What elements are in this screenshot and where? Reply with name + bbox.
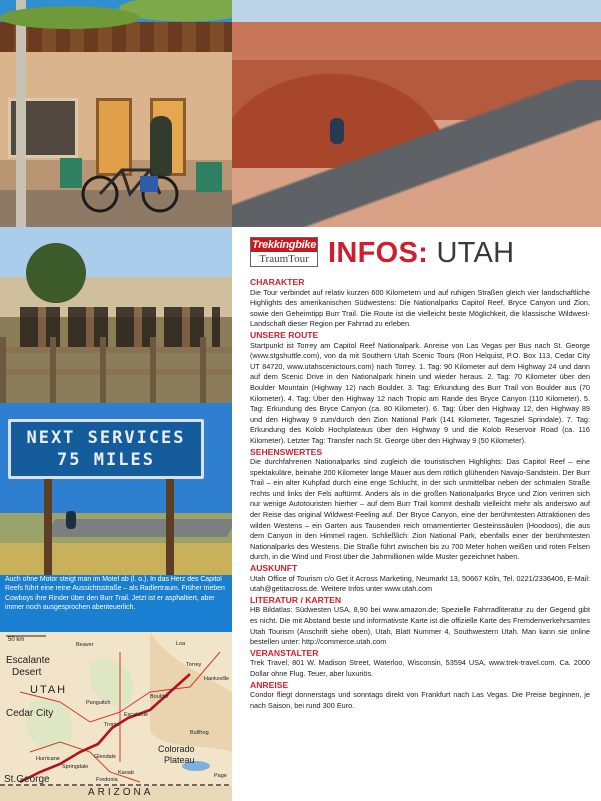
sign-post xyxy=(44,479,52,575)
map-town: Glendale xyxy=(94,754,117,760)
section-body: Trek Travel, 801 W. Madison Street, Waterloo, Wisconsin, 53594 USA, www.trek-travel.com. Ca. 2000 Dollar ohne Flug. Teuer, aber luxuriös. xyxy=(250,658,590,678)
map-region: Desert xyxy=(12,667,42,678)
map-region: Colorado xyxy=(158,744,195,754)
section-auskunft xyxy=(250,563,590,595)
section-heading: ANREISE xyxy=(250,679,289,690)
photo-caption-box xyxy=(0,575,232,632)
section-body: Startpunkt ist Torrey am Capitol Reef Nationalpark. Anreise von Las Vegas per Bus nach St. George (www.stgshuttle.com), von da mit Southern Utah Scenic Tours (Ron Helquist, P.O. Box 113, Cedar City UT 84720, www.utahscenictours.com) nach Torrey. 1. Tag: 90 Kilometer auf dem Highway 24 und dann auf dem Scenic Drive in den Nationalpark hinein und wieder heraus. 2. Tag: 70 Kilometer über den Boulder Mountain (Highway 12) nach Boulder. 3. Tag: Erkundung des Burr Trail von Boulder aus (70 Kilometer). 4. Tag: Über den Highway 12 nach Tropic am Rande des Bryce Canyon (110 Kilometer). 5. Tag: Erkundung des Bryce Canyon (ca. 80 Kilometer). 6. Tag: Über den Highway 12, den Highway 89 und den Highway 9 zum/durch den Zion National Park (141 Kilometer, Tagesziel Sprindale). 7. Tag: Erkundung des Kolob Hochplateaus über den Highway 9 und die Kolob Reservoir Road (ca. 116 Kilometer). Letzter Tag: Transfer nach St. George über den Highway 9 (50 Kilometer). xyxy=(250,340,590,445)
section-heading: LITERATUR / KARTEN xyxy=(250,594,342,605)
section-anreise xyxy=(250,680,590,712)
route-map xyxy=(0,632,232,801)
page-title-bold: INFOS: xyxy=(328,237,429,269)
section-heading: UNSERE ROUTE xyxy=(250,329,319,340)
section-heading: VERANSTALTER xyxy=(250,647,319,658)
section-body: Condor fliegt donnerstags und sonntags direkt von Frankfurt nach Las Vegas. Die Preise beginnen, je nach Saison, bei rund 300 Euro. xyxy=(250,690,590,710)
road-sign-photo xyxy=(0,403,232,575)
section-veranstalter xyxy=(250,648,590,680)
map-town: Fredonia xyxy=(96,777,118,783)
map-state: ARIZONA xyxy=(88,787,154,798)
road-sign xyxy=(8,419,204,479)
map-town: Bullfrog xyxy=(190,730,209,736)
map-city: Cedar City xyxy=(6,708,54,719)
map-state: UTAH xyxy=(30,684,68,696)
motel-photo xyxy=(0,0,232,227)
section-body: Die durchfahrenen Nationalparks sind zugleich die touristischen Highlights: Das Capitol Reef – eine spektakuläre, beinahe 200 Kilometer lange Mauer aus dem rötlich glühenden Navajo-Sandstein. Der Burr Trail – ein alter Kuhpfad durch eine enge Schlucht, in der sich unmittelbar neben der schmalen Straße rechts und links der Fels auftürmt. Anders als in die großen Nationalparks Bryce und Zion verirren sich nur wenige Autotouristen hierher – auf dem Burr Trail kommt deshalb vielleicht mehr als anderswo auf der Reise das original Wildwest-Feeling auf. Der Bryce Canyon, eine der berühmtesten Attraktionen des wilden Westens – ein Garten aus Tausenden reich ornamentierter Gesteinssäulen (Hoodoos), die aus dem Canyon in den Himmel ragen. Schließlich: Zion National Park, ebenfalls einer der berühmtesten Nationalparks des Westens. Die Straße führt zwischen bis zu 700 Meter hohen weißen und roten Felsen durch, in die Wind und Frost über die Jahrmillionen wilde Muster gezeichnet haben. xyxy=(250,457,590,562)
map-town: Beaver xyxy=(76,642,94,648)
map-region: Plateau xyxy=(164,755,195,765)
map-town: Tropic xyxy=(104,722,120,728)
logo-top: Trekkingbike xyxy=(251,239,317,251)
section-sehenswertes xyxy=(250,447,590,564)
map-town: Kanab xyxy=(118,770,134,776)
map-town: Hurricane xyxy=(36,756,60,762)
map-town: Hanksville xyxy=(204,676,230,682)
tree-crown xyxy=(26,243,86,303)
photo-caption: Auch ohne Motor steigt man im Motel ab (l. o.). In das Herz des Capitol Reefs führt eine reine Aussichtsstraße – als Radlertraum. Früher trieben Cowboys ihre Rinder über den Burr Trail. Jetzt ist er asphaltiert, aber immer noch ausgesprochen abenteuerlich. xyxy=(5,575,229,632)
page-title-light: UTAH xyxy=(436,237,515,269)
section-literatur xyxy=(250,595,590,648)
map-town: Springdale xyxy=(62,764,89,770)
magazine-logo xyxy=(250,237,318,267)
logo-bottom: TraumTour xyxy=(251,252,317,266)
section-heading: SEHENSWERTES xyxy=(250,446,323,457)
page-title xyxy=(328,236,514,270)
tree-leaves xyxy=(0,0,232,44)
section-body: HB Bildatlas: Südwesten USA, 8,90 bei www.amazon.de; Spezielle Fahrradliteratur zu der Gegend gibt es nicht. Die mit Abstand beste und informativste Karte ist die offizielle Karte des Fremdenverkehrsamtes Utah Tourism (Anschrift siehe oben), Utah, Blatt Nummer 4, Southwestern Utah. Man kann sie online bestellen unter: http://commerce.utah.com xyxy=(250,605,590,647)
section-body: Utah Office of Tourism c/o Get it Across Marketing, Neumarkt 13, 50667 Köln, Tel. 0221/2336406, E-Mail: utah@getitacross.de. Weitere Infos unter www.utah.com xyxy=(250,573,590,594)
cyclist-figure xyxy=(330,118,344,144)
section-route xyxy=(250,330,590,447)
canyon-photo xyxy=(232,0,601,227)
map-scale: 50 km xyxy=(8,637,25,643)
sign-post xyxy=(166,479,174,575)
motel-chair xyxy=(60,158,82,188)
cyclist-figure xyxy=(66,511,76,529)
info-article xyxy=(250,277,590,711)
section-heading: AUSKUNFT xyxy=(250,563,298,574)
section-heading: CHARAKTER xyxy=(250,277,305,287)
section-charakter xyxy=(250,277,590,330)
road-sign-line: 75 MILES xyxy=(57,450,155,470)
map-city: St.George xyxy=(4,774,50,785)
map-town: Escalante xyxy=(124,712,149,718)
map-town: Panguitch xyxy=(86,700,111,706)
map-town: Loa xyxy=(176,641,186,647)
road-sign-line: NEXT SERVICES xyxy=(26,428,186,448)
section-body: Die Tour verbindet auf relativ kurzen 600 Kilometern und auf ruhigen Straßen gleich vier landschaftliche Highlights des amerikanischen Südwestens: Die Nationalparks Capitol Reef, Bryce Canyon und Zion, sowie den Geheimtipp Burr Trail. Die Route ist die vielleicht beste Möglichkeit, die klassische Wildwest-Landschaft dieser Region per Fahrrad zu erleben. xyxy=(250,287,590,329)
bicycle-icon xyxy=(80,158,180,214)
canyon-road xyxy=(232,80,601,227)
map-town: Boulder xyxy=(150,694,169,700)
map-town: Page xyxy=(214,773,227,779)
map-region: Escalante xyxy=(6,655,50,666)
wooden-fence xyxy=(0,337,232,403)
map-town: Torrey xyxy=(186,662,202,668)
cattle-photo xyxy=(0,227,232,403)
motel-chair xyxy=(196,162,222,192)
